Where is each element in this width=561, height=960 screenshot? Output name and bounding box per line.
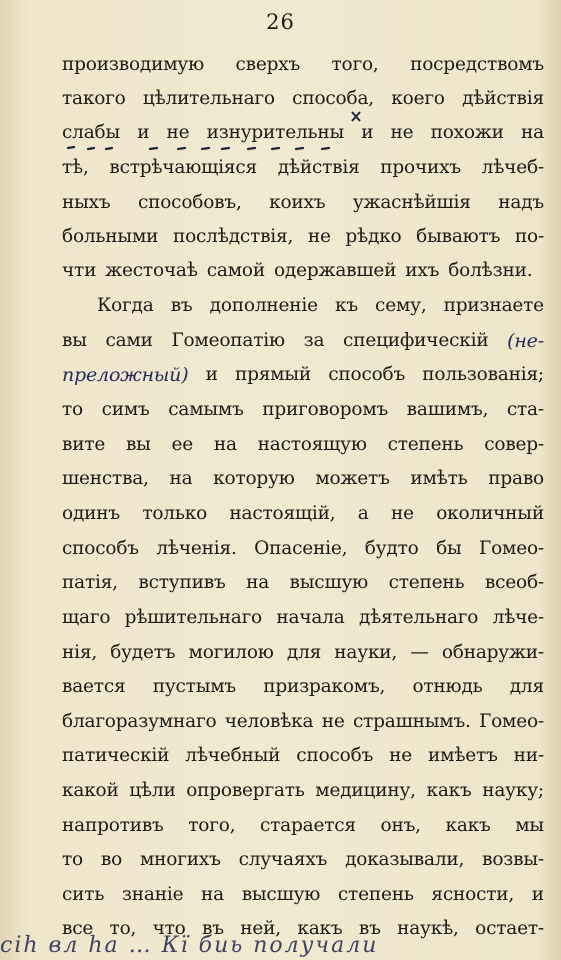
word: самой — [206, 260, 265, 281]
text-line — [62, 86, 544, 112]
word: не — [390, 122, 414, 143]
text-line — [62, 743, 544, 769]
word: пустымъ — [152, 676, 236, 697]
word: могилою — [188, 642, 274, 663]
word: коего — [391, 88, 445, 109]
word: совер- — [484, 434, 544, 455]
word: сами — [105, 330, 153, 351]
word: — — [410, 642, 429, 663]
word: производимую — [62, 54, 204, 75]
word: сему, — [375, 295, 427, 316]
word: способовъ, — [137, 192, 242, 213]
word: напротивъ — [62, 815, 164, 836]
underline-dashes — [68, 147, 329, 149]
word: шенства, — [62, 468, 149, 489]
word: ее — [171, 434, 194, 455]
word: ихъ — [405, 260, 440, 281]
word: дѣятельнаго — [359, 607, 479, 628]
word: сверхъ — [235, 54, 301, 75]
word: признаете — [443, 295, 544, 316]
word: способъ — [328, 364, 406, 385]
word: не — [321, 711, 345, 732]
word: и — [137, 122, 150, 143]
word: дополненіе — [209, 295, 318, 316]
text-line — [62, 536, 544, 562]
word: коихъ — [269, 192, 326, 213]
word: за — [303, 330, 325, 351]
word: бы — [436, 538, 462, 559]
word: обнаружи- — [441, 642, 544, 663]
word: не — [389, 745, 413, 766]
word: имѣть — [410, 468, 468, 489]
word: высшую — [241, 884, 321, 905]
word: вается — [62, 676, 126, 697]
word: жесточаѣ — [105, 260, 198, 281]
word: похожи — [430, 122, 504, 143]
word: специфическій — [343, 330, 489, 351]
word: околичный — [436, 503, 544, 524]
text-line — [62, 155, 544, 181]
word: симъ — [101, 399, 150, 420]
word: только — [142, 503, 208, 524]
word: изнурительны — [206, 122, 345, 143]
word: вашимъ, — [406, 399, 489, 420]
word: все — [62, 918, 94, 939]
text-line — [97, 293, 544, 319]
word: сить — [62, 884, 105, 905]
text-line — [62, 258, 544, 284]
word: дѣйствія — [462, 88, 544, 109]
word: тѣ, — [62, 157, 89, 178]
word: на — [246, 572, 270, 593]
word: какъ — [297, 918, 343, 939]
word: то, — [109, 918, 137, 939]
word: ныхъ — [62, 192, 111, 213]
word: опровергать — [186, 780, 305, 801]
bottom-handwriting: cih вл ha … Кї биь получали — [0, 933, 379, 958]
word: дѣйствія — [277, 157, 360, 178]
word: всеоб- — [484, 572, 544, 593]
word: знаніе — [121, 884, 184, 905]
word: степень — [388, 572, 465, 593]
word: мы — [515, 815, 544, 836]
text-line — [62, 605, 544, 631]
word: чти — [62, 260, 97, 281]
word: лѣче- — [492, 607, 544, 628]
text-line — [62, 52, 544, 78]
word: встрѣчающіяся — [109, 157, 257, 178]
word: то — [62, 849, 83, 870]
word: патическій — [62, 745, 170, 766]
text-line — [62, 328, 544, 354]
word: какъ — [426, 780, 472, 801]
word: того, — [331, 54, 379, 75]
word: наукѣ, — [397, 918, 459, 939]
word: будетъ — [110, 642, 176, 663]
word: способа, — [292, 88, 374, 109]
word: пользованія; — [422, 364, 544, 385]
word: на — [520, 122, 544, 143]
word: Гомео- — [479, 711, 544, 732]
word: Гомео- — [479, 538, 544, 559]
word: для — [286, 642, 322, 663]
text-line — [62, 709, 544, 735]
word: а — [357, 503, 369, 524]
word: патія, — [62, 572, 118, 593]
word: рѣдко — [345, 226, 402, 247]
word: одинъ — [62, 503, 120, 524]
word: онъ, — [380, 815, 421, 836]
word: старается — [259, 815, 356, 836]
word: призракомъ, — [263, 676, 386, 697]
text-line — [62, 778, 544, 804]
word: отнюдь — [412, 676, 483, 697]
word: остает- — [475, 918, 544, 939]
word: возвы- — [482, 849, 544, 870]
word: прямый — [234, 364, 312, 385]
word: ста- — [506, 399, 544, 420]
word: какъ — [445, 815, 491, 836]
word: имѣетъ — [428, 745, 498, 766]
word: человѣка — [224, 711, 314, 732]
word: науку; — [482, 780, 544, 801]
word: того, — [188, 815, 236, 836]
word: науки, — [334, 642, 398, 663]
word: будто — [364, 538, 419, 559]
word: на — [201, 884, 224, 905]
text-line — [62, 120, 544, 146]
word: щаго — [62, 607, 111, 628]
word: приговоромъ — [262, 399, 389, 420]
word: посредствомъ — [410, 54, 544, 75]
word: вступивъ — [138, 572, 226, 593]
word: ясности, — [431, 884, 515, 905]
word: не — [166, 122, 190, 143]
word: нія, — [62, 642, 97, 663]
word: болѣзни. — [448, 260, 533, 281]
page-number: 26 — [266, 10, 295, 34]
text-line — [62, 570, 544, 596]
word: и — [205, 364, 218, 385]
word: вы — [125, 434, 151, 455]
word: цѣлительнаго — [142, 88, 275, 109]
word: Опасеніе, — [254, 538, 348, 559]
word: которую — [213, 468, 295, 489]
word: одержавшей — [273, 260, 397, 281]
word: на — [213, 434, 237, 455]
word: что — [152, 918, 186, 939]
text-line — [62, 224, 544, 250]
word: въ — [202, 918, 224, 939]
text-line — [62, 501, 544, 527]
word: въ — [170, 295, 193, 316]
word: Гомеопатію — [171, 330, 285, 351]
word: преложный) — [62, 364, 189, 386]
word: настоящій, — [229, 503, 336, 524]
word: способъ — [62, 538, 139, 559]
word: въ — [358, 918, 381, 939]
text-line — [62, 813, 544, 839]
word: лѣчебный — [185, 745, 281, 766]
word: можетъ — [315, 468, 390, 489]
text-line — [62, 674, 544, 700]
word: медицину, — [315, 780, 416, 801]
text-line — [62, 882, 544, 908]
word: степень — [337, 884, 414, 905]
word: Когда — [97, 295, 154, 316]
word: послѣдствія, — [172, 226, 294, 247]
word: степень — [387, 434, 464, 455]
word: вы — [62, 330, 87, 351]
word: прочихъ — [380, 157, 461, 178]
word: не — [307, 226, 331, 247]
word: такого — [62, 88, 126, 109]
text-line — [62, 397, 544, 423]
word: благоразумнаго — [62, 711, 217, 732]
word: и — [361, 122, 374, 143]
word: во — [100, 849, 123, 870]
text-line — [62, 466, 544, 492]
word: случаяхъ — [238, 849, 328, 870]
word: право — [488, 468, 544, 489]
word: ней, — [240, 918, 281, 939]
word: больными — [62, 226, 159, 247]
word: страшнымъ. — [352, 711, 471, 732]
word: къ — [334, 295, 358, 316]
word: рѣшительнаго — [124, 607, 262, 628]
word: для — [509, 676, 544, 697]
word: на — [169, 468, 193, 489]
word: лѣченія. — [156, 538, 237, 559]
word: ужаснѣйшія — [352, 192, 471, 213]
text-line — [62, 362, 544, 388]
word: (не- — [507, 330, 544, 352]
word: настоящую — [257, 434, 367, 455]
word: и — [531, 884, 544, 905]
word: какой — [62, 780, 119, 801]
word: лѣчеб- — [481, 157, 544, 178]
word: по- — [514, 226, 544, 247]
text-line — [62, 190, 544, 216]
word: надъ — [498, 192, 544, 213]
word: многихъ — [139, 849, 221, 870]
word: слабы — [62, 122, 121, 143]
word: цѣли — [129, 780, 176, 801]
text-line — [62, 640, 544, 666]
word: способъ — [296, 745, 374, 766]
word: высшую — [289, 572, 369, 593]
word: самымъ — [168, 399, 244, 420]
word: доказывали, — [345, 849, 465, 870]
text-line — [62, 847, 544, 873]
text-line — [62, 432, 544, 458]
word: не — [390, 503, 414, 524]
word: то — [62, 399, 83, 420]
word: вите — [62, 434, 106, 455]
word: ни- — [513, 745, 544, 766]
word: бываютъ — [416, 226, 501, 247]
word: начала — [276, 607, 345, 628]
